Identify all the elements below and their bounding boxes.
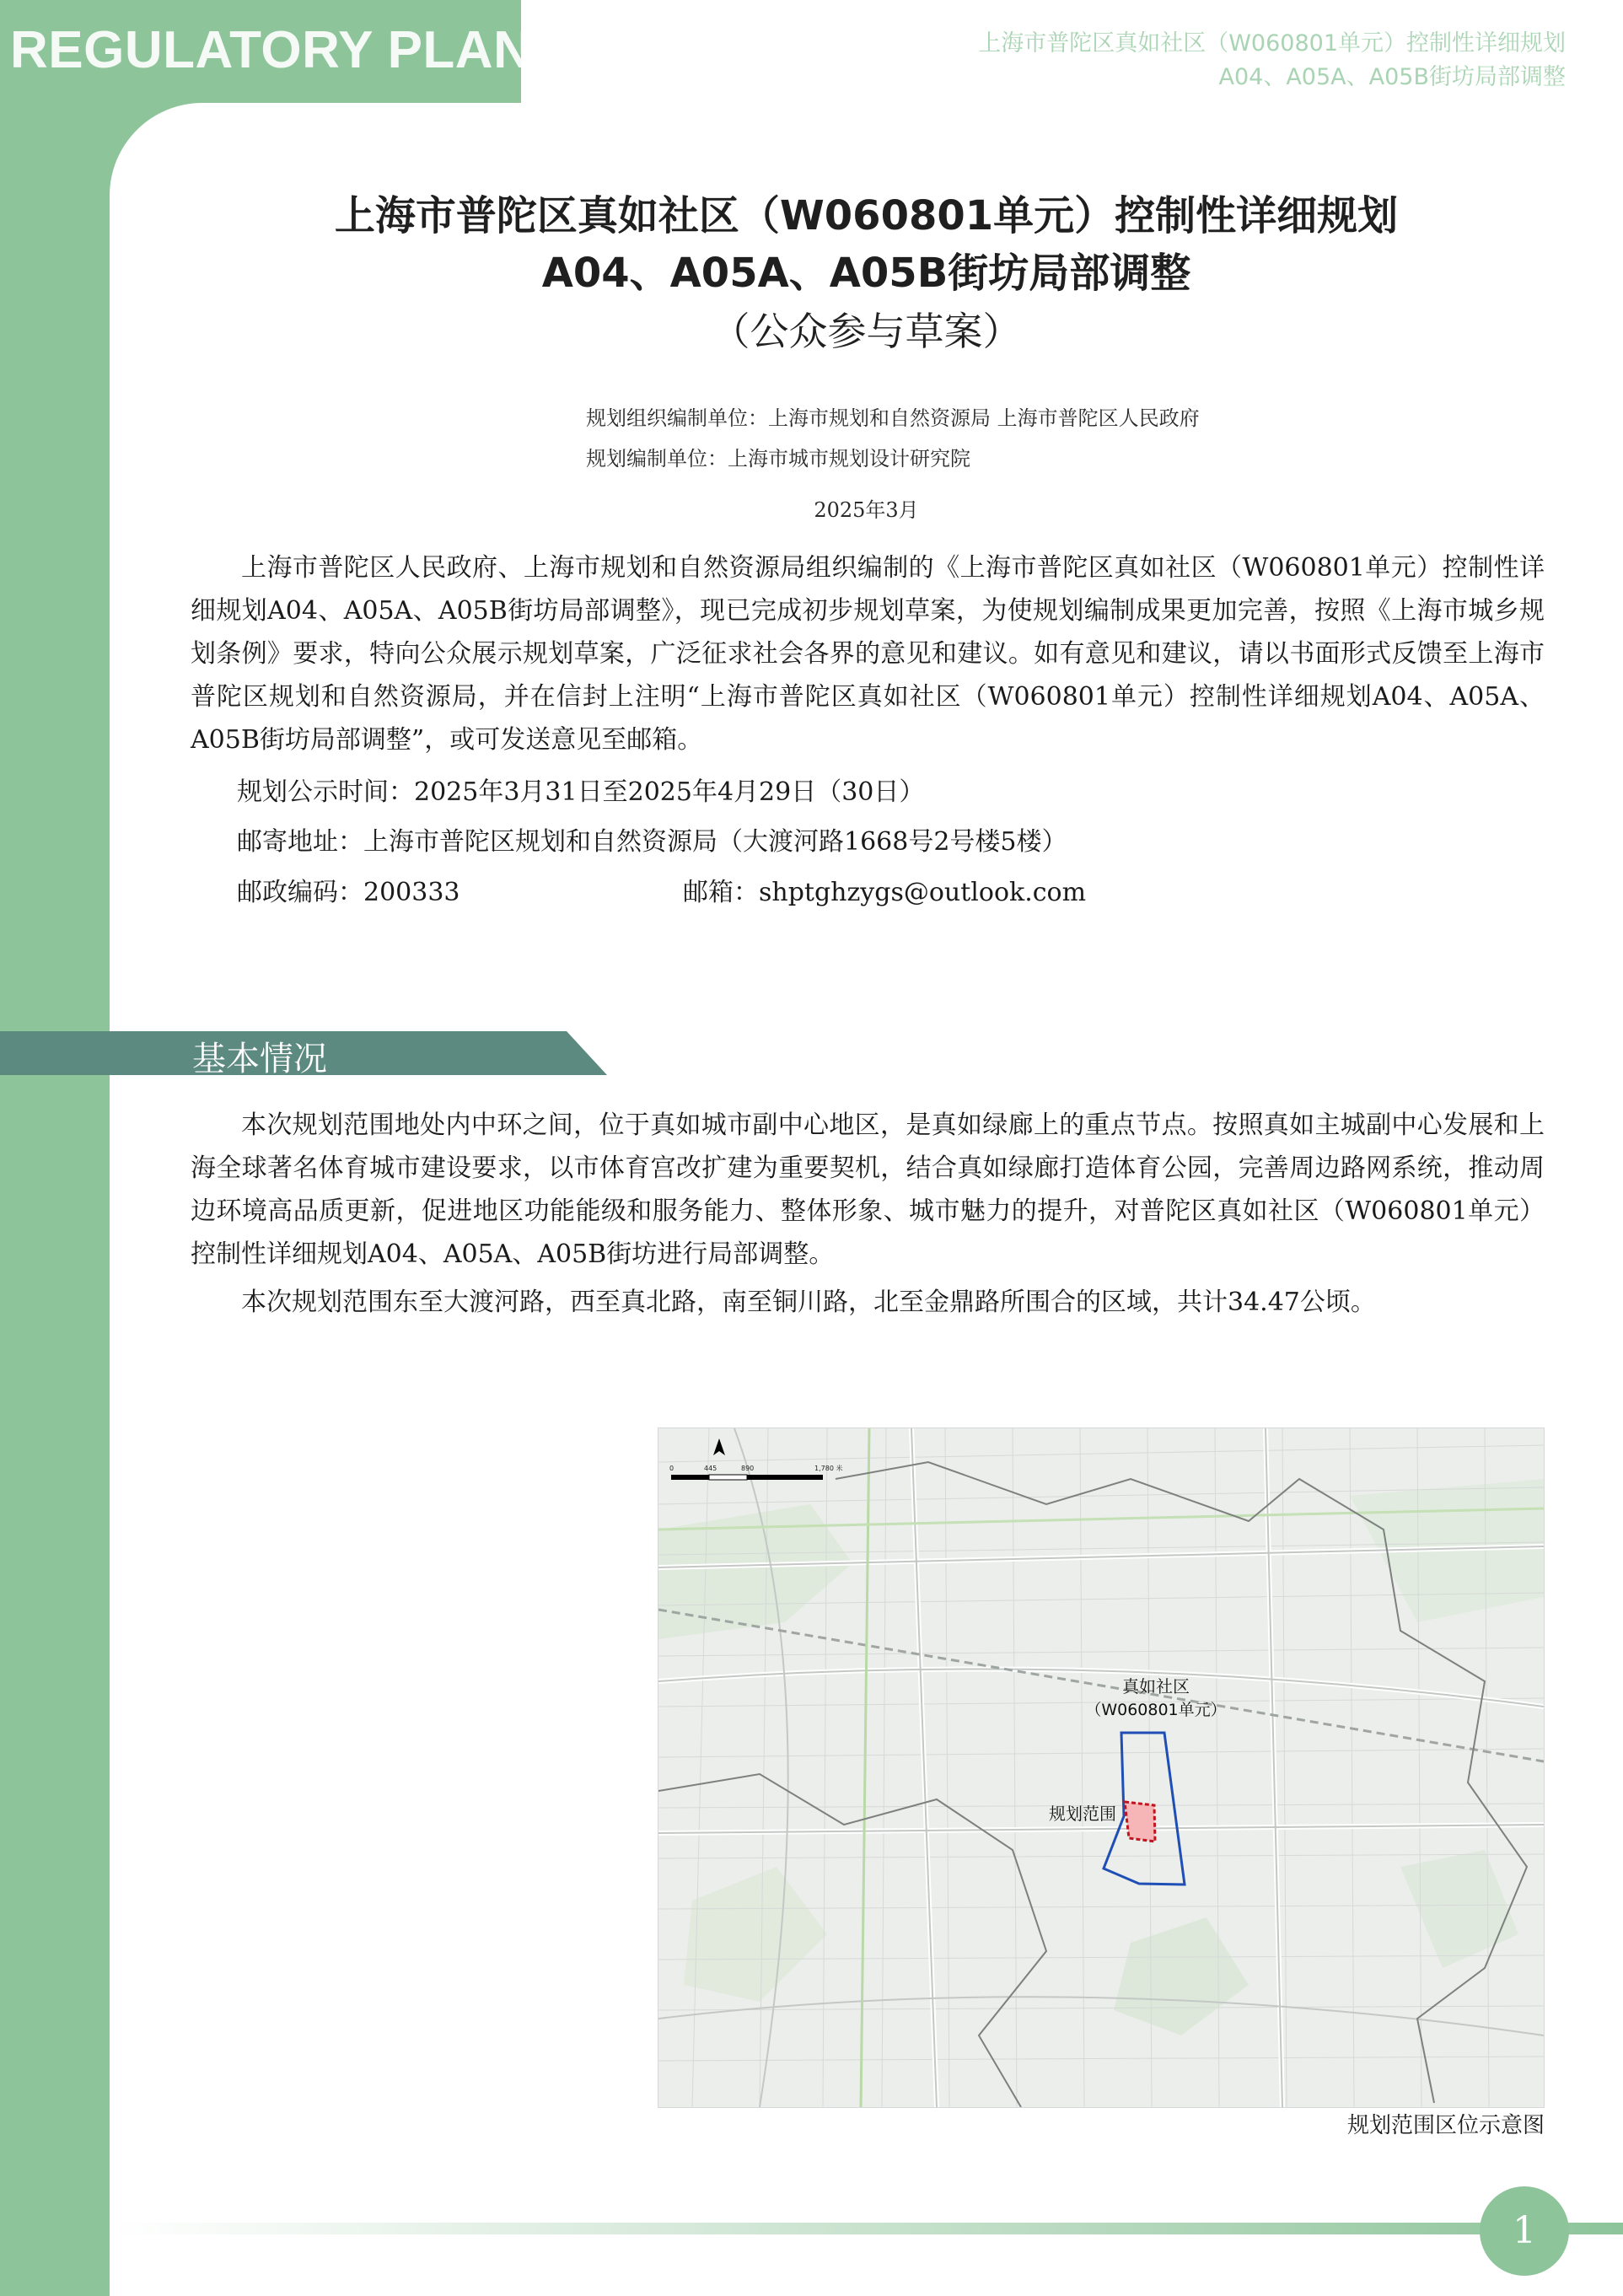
section-paragraph-1: 本次规划范围地处内中环之间，位于真如城市副中心地区，是真如绿廊上的重点节点。按照真如主城副中心发展和上海全球著名体育城市建设要求，以市体育宫改扩建为重要契机，结合真如绿廊打造体育公园，完善周边路网系统，推动周边环境高品质更新，促进地区功能能级和服务能力、整体形象、城市魅力的提升，对普陀区真如社区（W060801单元）控制性详细规划A04、A05A、A05B街坊进行局部调整。 — [191, 1110, 1545, 1269]
scale-label-1780: 1,780 米 — [814, 1465, 843, 1472]
brand-title: REGULATORY PLAN — [10, 21, 532, 79]
title-line-3: （公众参与草案） — [711, 309, 1022, 354]
title-line-1: 上海市普陀区真如社区（W060801单元）控制性详细规划 — [334, 192, 1399, 239]
running-header-line1: 上海市普陀区真如社区（W060801单元）控制性详细规划 — [978, 30, 1566, 56]
page-number: 1 — [1480, 2186, 1569, 2276]
left-green-sidebar — [0, 0, 110, 2296]
compiler-line: 规划编制单位：上海市城市规划设计研究院 — [586, 447, 970, 470]
public-period: 规划公示时间：2025年3月31日至2025年4月29日（30日） — [237, 777, 925, 807]
document-date: 2025年3月 — [814, 498, 919, 522]
document-title — [110, 187, 1623, 361]
footer-gradient-line — [110, 2223, 1623, 2234]
section-title: 基本情况 — [192, 1040, 327, 1078]
title-line-2: A04、A05A、A05B街坊局部调整 — [541, 250, 1191, 297]
running-header-line2: A04、A05A、A05B街坊局部调整 — [1218, 64, 1566, 90]
scale-label-890: 890 — [741, 1465, 755, 1472]
community-label: 真如社区 — [1122, 1676, 1190, 1696]
location-map — [658, 1428, 1545, 2108]
intro-paragraph — [191, 546, 1545, 761]
scale-bar — [671, 1475, 823, 1480]
section-paragraph-2: 本次规划范围东至大渡河路，西至真北路，南至铜川路，北至金鼎路所围合的区域，共计34.47公顷。 — [241, 1288, 1376, 1317]
postal-code: 邮政编码：200333 — [237, 878, 460, 907]
email-address: 邮箱：shptghzygs@outlook.com — [683, 878, 1087, 907]
map-caption: 规划范围区位示意图 — [1346, 2113, 1545, 2138]
scale-label-0: 0 — [669, 1465, 674, 1472]
intro-paragraph-text: 上海市普陀区人民政府、上海市规划和自然资源局组织编制的《上海市普陀区真如社区（W060801单元）控制性详细规划A04、A05A、A05B街坊局部调整》，现已完成初步规划草案，为使规划编制成果更加完善，按照《上海市城乡规划条例》要求，特向公众展示规划草案，广泛征求社会各界的意见和建议。如有意见和建议，请以书面形式反馈至上海市普陀区规划和自然资源局，并在信封上注明“上海市普陀区真如社区（W060801单元）控制性详细规划A04、A05A、A05B街坊局部调整”，或可发送意见至邮箱。 — [191, 553, 1545, 755]
unit-label: （W060801单元） — [1085, 1701, 1227, 1719]
section-body — [191, 1104, 1545, 1324]
scope-label: 规划范围 — [1049, 1804, 1116, 1824]
running-header — [978, 27, 1566, 94]
scale-label-445: 445 — [704, 1465, 717, 1472]
mail-address: 邮寄地址：上海市普陀区规划和自然资源局（大渡河路1668号2号楼5楼） — [237, 827, 1067, 857]
organizer-line: 规划组织编制单位：上海市规划和自然资源局 上海市普陀区人民政府 — [586, 406, 1200, 430]
map-canvas — [658, 1428, 1544, 2107]
planning-scope-area — [1125, 1802, 1155, 1842]
